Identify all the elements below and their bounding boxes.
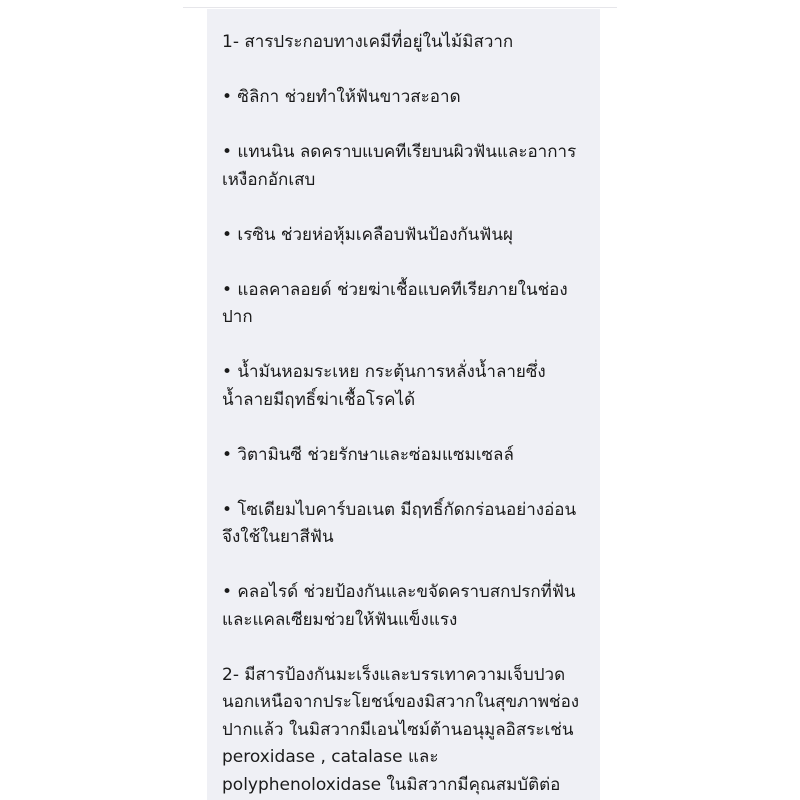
paragraph-line: เหงือกอักเสบ: [222, 169, 316, 190]
top-divider: [183, 7, 617, 8]
paragraph: [222, 222, 592, 250]
paragraph-line: ปากแล้ว ในมิสวากมีเอนไซม์ต้านอนุมูลอิสระเช่น: [222, 719, 574, 740]
paragraph-line: peroxidase , catalase และ: [222, 747, 439, 767]
paragraph-line: • น้ำมันหอมระเหย กระตุ้นการหลั่งน้ำลายซึ่ง: [222, 362, 546, 382]
paragraph: [222, 497, 592, 552]
paragraph-line: น้ำลายมีฤทธิ์ฆ่าเชื้อโรคได้: [222, 389, 416, 410]
paragraph-line: • แทนนิน ลดคราบแบคทีเรียบนผิวฟันและอาการ: [222, 142, 577, 162]
paragraph: [222, 277, 592, 332]
paragraph-line: 2- มีสารป้องกันมะเร็งและบรรเทาความเจ็บปวด: [222, 664, 566, 685]
paragraph: [222, 84, 592, 112]
paragraph-line: • โซเดียมไบคาร์บอเนต มีฤทธิ์กัดกร่อนอย่างอ่อน: [222, 499, 577, 520]
paragraph-line: และแคลเซียมช่วยให้ฟันแข็งแรง: [222, 609, 458, 630]
paragraph-line: จึงใช้ในยาสีฟัน: [222, 527, 334, 547]
paragraph-line: • เรซิน ช่วยห่อหุ้มเคลือบฟันป้องกันฟันผุ: [222, 224, 513, 245]
paragraph: [222, 29, 592, 57]
paragraph-line: • วิตามินซี ช่วยรักษาและซ่อมแซมเซลล์: [222, 444, 514, 465]
paragraph-line: 1- สารประกอบทางเคมีที่อยู่ในไม้มิสวาก: [222, 32, 514, 52]
paragraph: [222, 579, 592, 634]
document-body: [222, 29, 592, 799]
paragraph-line: • แอลคาลอยด์ ช่วยฆ่าเชื้อแบคทีเรียภายในช่อง: [222, 279, 568, 300]
paragraph: [222, 139, 592, 194]
paragraph: [222, 359, 592, 414]
paragraph-line: • คลอไรด์ ช่วยป้องกันและขจัดคราบสกปรกที่ฟัน: [222, 582, 576, 602]
paragraph: [222, 662, 592, 800]
paragraph-line: polyphenoloxidase ในมิสวากมีคุณสมบัติต่อ: [222, 774, 561, 795]
paragraph: [222, 442, 592, 470]
paragraph-line: ปาก: [222, 307, 253, 327]
text-panel: [207, 9, 600, 800]
paragraph-line: นอกเหนือจากประโยชน์ของมิสวากในสุขภาพช่อง: [222, 692, 580, 712]
paragraph-line: • ซิลิกา ช่วยทำให้ฟันขาวสะอาด: [222, 87, 461, 107]
